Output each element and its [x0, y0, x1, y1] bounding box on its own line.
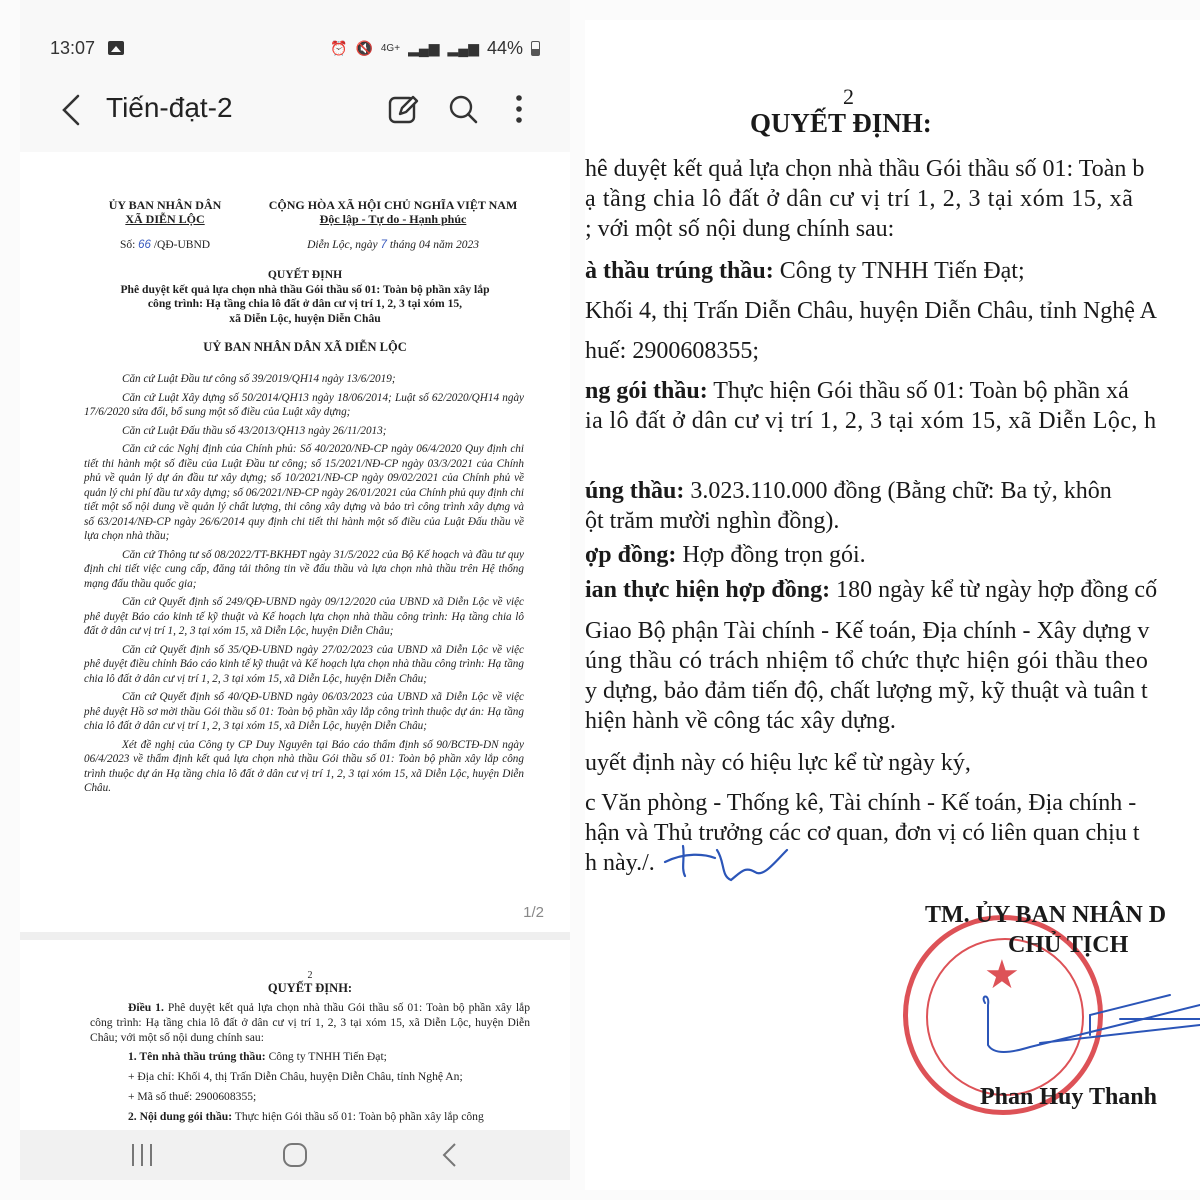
- page-indicator: 1/2: [523, 904, 544, 921]
- article-1-label: Điều 1.: [128, 1001, 164, 1014]
- zoom-line: y dựng, bảo đảm tiến độ, chất lượng mỹ, kỹ thuật và tuân t: [585, 678, 1148, 704]
- zoom-line: Giao Bộ phận Tài chính - Kế toán, Địa chính - Xây dựng v: [585, 618, 1150, 644]
- mute-icon: 🔇: [355, 40, 373, 56]
- edit-button[interactable]: [386, 92, 420, 128]
- zoom-line: [585, 575, 1157, 605]
- decision-subtitle-2: công trình: Hạ tầng chia lô đất ở dân cư vị trí 1, 2, 3 tại xóm 15,: [147, 297, 463, 310]
- package-label: ng gói thầu:: [585, 378, 708, 404]
- system-nav-bar: [20, 1130, 570, 1180]
- zoom-page-number: 2: [843, 84, 854, 109]
- handwritten-number: 66: [138, 239, 151, 251]
- status-bar: [20, 30, 570, 66]
- national-header: [258, 198, 528, 252]
- zoom-line: úng thầu có trách nhiệm tổ chức thực hiện gói thầu theo: [585, 648, 1149, 674]
- search-icon: [446, 92, 480, 126]
- basis-paragraph: Căn cứ Quyết định số 249/QĐ-UBND ngày 09/12/2020 của UBND xã Diễn Lộc về việc phê duyệt Báo cáo kinh tế kỹ thuật và Kế hoạch lựa chọn nhà thầu công trình: Hạ tầng chia lô đất ở dân cư vị trí 1, 2, 3 tại xóm 15, xã Diễn Lộc, huyện Diễn Châu;: [84, 596, 524, 637]
- decision-subtitle-3: xã Diễn Lộc, huyện Diễn Châu: [229, 311, 381, 325]
- alarm-icon: ⏰: [330, 40, 348, 56]
- duration-label: ian thực hiện hợp đồng:: [585, 577, 831, 603]
- zoom-line: c Văn phòng - Thống kê, Tài chính - Kế toán, Địa chính -: [585, 790, 1137, 816]
- price-value: 3.023.110.000 đồng (Bằng chữ: Ba tỷ, khôn: [684, 478, 1112, 504]
- signature-org: TM. ỦY BAN NHÂN D: [925, 902, 1167, 928]
- basis-paragraph: Căn cứ Luật Xây dựng số 50/2014/QH13 ngày 18/06/2014; Luật số 62/2020/QH14 ngày 17/6/2020 sửa đổi, bổ sung một số điều của Luật xây dựng;: [84, 391, 524, 418]
- item-1-value: Công ty TNHH Tiến Đạt;: [268, 1050, 387, 1063]
- issuer-line-1: ỦY BAN NHÂN DÂN: [108, 198, 222, 212]
- edit-icon: [386, 92, 420, 126]
- basis-paragraph: Xét đề nghị của Công ty CP Duy Nguyên tại Báo cáo thẩm định số 90/BCTĐ-DN ngày 06/4/2023 về thẩm định kết quả lựa chọn nhà thầu Gói thầu số 01: Toàn bộ phần xây lắp công trình thuộc dự án Hạ tầng chia lô đất ở dân cư vị trí 1, 2, 3 tại xóm 15, xã Diễn Lộc, huyện Diễn Châu.: [84, 738, 524, 794]
- battery-percent: 44%: [486, 38, 523, 58]
- more-icon: [502, 92, 536, 126]
- basis-paragraph: Căn cứ các Nghị định của Chính phủ: Số 40/2020/NĐ-CP ngày 06/4/2020 Quy định chi tiết thi hành một số điều của Luật Đầu tư công; số 15/2021/NĐ-CP ngày 03/3/2021 của Chính phủ về quản lý dự án đầu tư xây dựng; số 10/2021/NĐ-CP ngày 09/02/2021 của Chính phủ về quản lý chi phí đầu tư xây dựng; số 06/2021/NĐ-CP ngày 26/01/2021 của Chính phủ quy định chi tiết một số nội dung về quản lý chất lượng, thi công xây dựng và bảo trì công trình xây dựng và số 63/2014/NĐ-CP ngày 26/6/2014 quy định chi tiết thi hành một số điều của Luật Đấu thầu về lựa chọn nhà thầu;: [84, 443, 524, 542]
- status-icons: [330, 38, 540, 59]
- signature-position: CHỦ TỊCH: [1008, 932, 1129, 958]
- zoom-line: [585, 376, 1129, 406]
- zoom-line: hận và Thủ trưởng các cơ quan, đơn vị có liên quan chịu t: [585, 820, 1140, 846]
- more-options-button[interactable]: [502, 92, 536, 128]
- price-label: úng thầu:: [585, 478, 685, 504]
- app-bar: [20, 82, 570, 138]
- item-2-value: Thực hiện Gói thầu số 01: Toàn bộ phần xây lắp công: [234, 1110, 484, 1123]
- decision-title: QUYẾT ĐỊNH: [267, 268, 343, 281]
- contract-type-label: ợp đồng:: [585, 542, 677, 568]
- winner-label: à thầu trúng thầu:: [585, 258, 774, 284]
- zoom-line: ột trăm mười nghìn đồng).: [585, 508, 840, 534]
- zoom-line: [585, 256, 1025, 286]
- number-label: Số:: [119, 239, 136, 251]
- page2-number: 2: [307, 970, 313, 981]
- recent-apps-icon: [130, 1142, 154, 1168]
- signal-icon: ▂▄▆: [408, 40, 440, 56]
- contractor-tax-code: + Mã số thuế: 2900608355;: [128, 1090, 257, 1103]
- battery-icon: [531, 41, 540, 56]
- legal-basis: [84, 372, 524, 796]
- contractor-address: + Địa chỉ: Khối 4, thị Trấn Diễn Châu, huyện Diễn Châu, tỉnh Nghệ An;: [128, 1070, 463, 1083]
- status-time: 13:07: [50, 38, 96, 58]
- national-motto: Độc lập - Tự do - Hạnh phúc: [319, 212, 467, 226]
- basis-paragraph: Căn cứ Quyết định số 35/QĐ-UBND ngày 27/02/2023 của UBND xã Diễn Lộc về việc phê duyệt điều chỉnh Báo cáo kinh tế kỹ thuật và Kế hoạch lựa chọn nhà thầu công trình: Hạ tầng chia lô đất ở dân cư vị trí 1, 2, 3 tại xóm 15, xã Diễn Lộc, huyện Diễn Châu;: [84, 643, 524, 685]
- nav-back-icon: [440, 1142, 460, 1168]
- date-suffix: tháng 04 năm 2023: [389, 239, 479, 251]
- number-suffix: /QĐ-UBND: [153, 239, 211, 251]
- decision-subtitle-1: Phê duyệt kết quả lựa chọn nhà thầu Gói thầu số 01: Toàn bộ phần xây lắp: [120, 282, 490, 296]
- zoom-line: ạ tầng chia lô đất ở dân cư vị trí 1, 2, 3 tại xóm 15, xã: [585, 186, 1134, 212]
- zoom-line: [585, 540, 866, 570]
- zoom-line: hiện hành về công tác xây dựng.: [585, 708, 896, 734]
- handwritten-day: 7: [380, 239, 387, 251]
- phone-screenshot: [20, 0, 570, 1180]
- zoom-line: huế: 2900608355;: [585, 338, 759, 364]
- zoom-line: hê duyệt kết quả lựa chọn nhà thầu Gói thầu số 01: Toàn b: [585, 156, 1145, 182]
- duration-value: 180 ngày kể từ ngày hợp đồng cố: [830, 577, 1158, 603]
- item-1-label: 1. Tên nhà thầu trúng thầu:: [128, 1050, 266, 1063]
- home-icon: [282, 1142, 308, 1168]
- home-button[interactable]: [282, 1142, 308, 1168]
- signal-icon: ▂▄▆: [447, 40, 479, 56]
- page-separator: [20, 932, 570, 940]
- nav-back-button[interactable]: [440, 1142, 460, 1168]
- issuer-header: [80, 198, 250, 252]
- decision-heading: [80, 268, 530, 355]
- basis-paragraph: Căn cứ Thông tư số 08/2022/TT-BKHĐT ngày 31/5/2022 của Bộ Kế hoạch và đầu tư quy định chi tiết việc cung cấp, đăng tải thông tin về đấu thầu và lựa chọn nhà thầu trên Hệ thống mạng đấu thầu quốc gia;: [84, 548, 524, 590]
- winner-value: Công ty TNHH Tiến Đạt;: [773, 258, 1025, 284]
- zoom-line: uyết định này có hiệu lực kể từ ngày ký,: [585, 750, 971, 776]
- page2-title: QUYẾT ĐỊNH:: [267, 981, 353, 995]
- package-value: Thực hiện Gói thầu số 01: Toàn bộ phần xá: [707, 378, 1129, 404]
- national-line-1: CỘNG HÒA XÃ HỘI CHỦ NGHĨA VIỆT NAM: [268, 198, 518, 212]
- contract-type-value: Hợp đồng trọn gói.: [676, 542, 866, 568]
- zoom-line: h này./.: [585, 850, 655, 876]
- recent-apps-button[interactable]: [130, 1142, 154, 1168]
- basis-paragraph: Căn cứ Luật Đầu tư công số 39/2019/QH14 ngày 13/6/2019;: [122, 373, 396, 385]
- back-button[interactable]: [58, 92, 84, 128]
- authority-heading: UỶ BAN NHÂN DÂN XÃ DIỄN LỘC: [203, 340, 407, 354]
- zoom-line: ; với một số nội dung chính sau:: [585, 216, 895, 242]
- network-4g-icon: 4G+: [380, 43, 401, 54]
- document-page-1[interactable]: [20, 152, 570, 932]
- basis-paragraph: Căn cứ Quyết định số 40/QĐ-UBND ngày 06/03/2023 của UBND xã Diễn Lộc về việc phê duyệt Hồ sơ mời thầu Gói thầu số 01: Toàn bộ phần xây lắp công trình thuộc dự án: Hạ tầng chia lô đất ở dân cư vị trí 1, 2, 3 tại xóm 15, xã Diễn Lộc, huyện Diễn Châu;: [84, 691, 524, 732]
- signer-name: Phan Huy Thanh: [980, 1084, 1157, 1110]
- initials-signature: [655, 832, 795, 892]
- search-button[interactable]: [446, 92, 480, 128]
- zoom-title: QUYẾT ĐỊNH:: [750, 108, 932, 138]
- zoomed-page-2-crop: [585, 20, 1200, 1190]
- item-2-label: 2. Nội dung gói thầu:: [128, 1110, 233, 1123]
- date-prefix: Diễn Lộc, ngày: [307, 239, 378, 251]
- page2-content: [90, 970, 530, 1124]
- basis-paragraph: Căn cứ Luật Đấu thầu số 43/2013/QH13 ngày 26/11/2013;: [122, 424, 387, 437]
- back-icon: [58, 92, 84, 128]
- zoom-line: ia lô đất ở dân cư vị trí 1, 2, 3 tại xóm 15, xã Diễn Lộc, h: [585, 408, 1157, 434]
- zoom-line: [585, 476, 1112, 506]
- document-title: Tiến-đạt-2: [106, 92, 233, 123]
- gallery-icon: [108, 41, 124, 55]
- stamp-star-icon: ★: [984, 952, 1020, 997]
- article-1-text: Phê duyệt kết quả lựa chọn nhà thầu Gói thầu số 01: Toàn bộ phần xây lắp công trình: Hạ tầng chia lô đất ở dân cư vị trí 1, 2, 3 tại xóm 15, xã Diễn Lộc, huyện Diễn Châu; với một số nội dung chính sau:: [90, 1001, 530, 1044]
- zoom-line: Khối 4, thị Trấn Diễn Châu, huyện Diễn Châu, tỉnh Nghệ A: [585, 298, 1157, 324]
- issuer-line-2: XÃ DIỄN LỘC: [125, 212, 205, 226]
- chairman-signature: [970, 985, 1200, 1075]
